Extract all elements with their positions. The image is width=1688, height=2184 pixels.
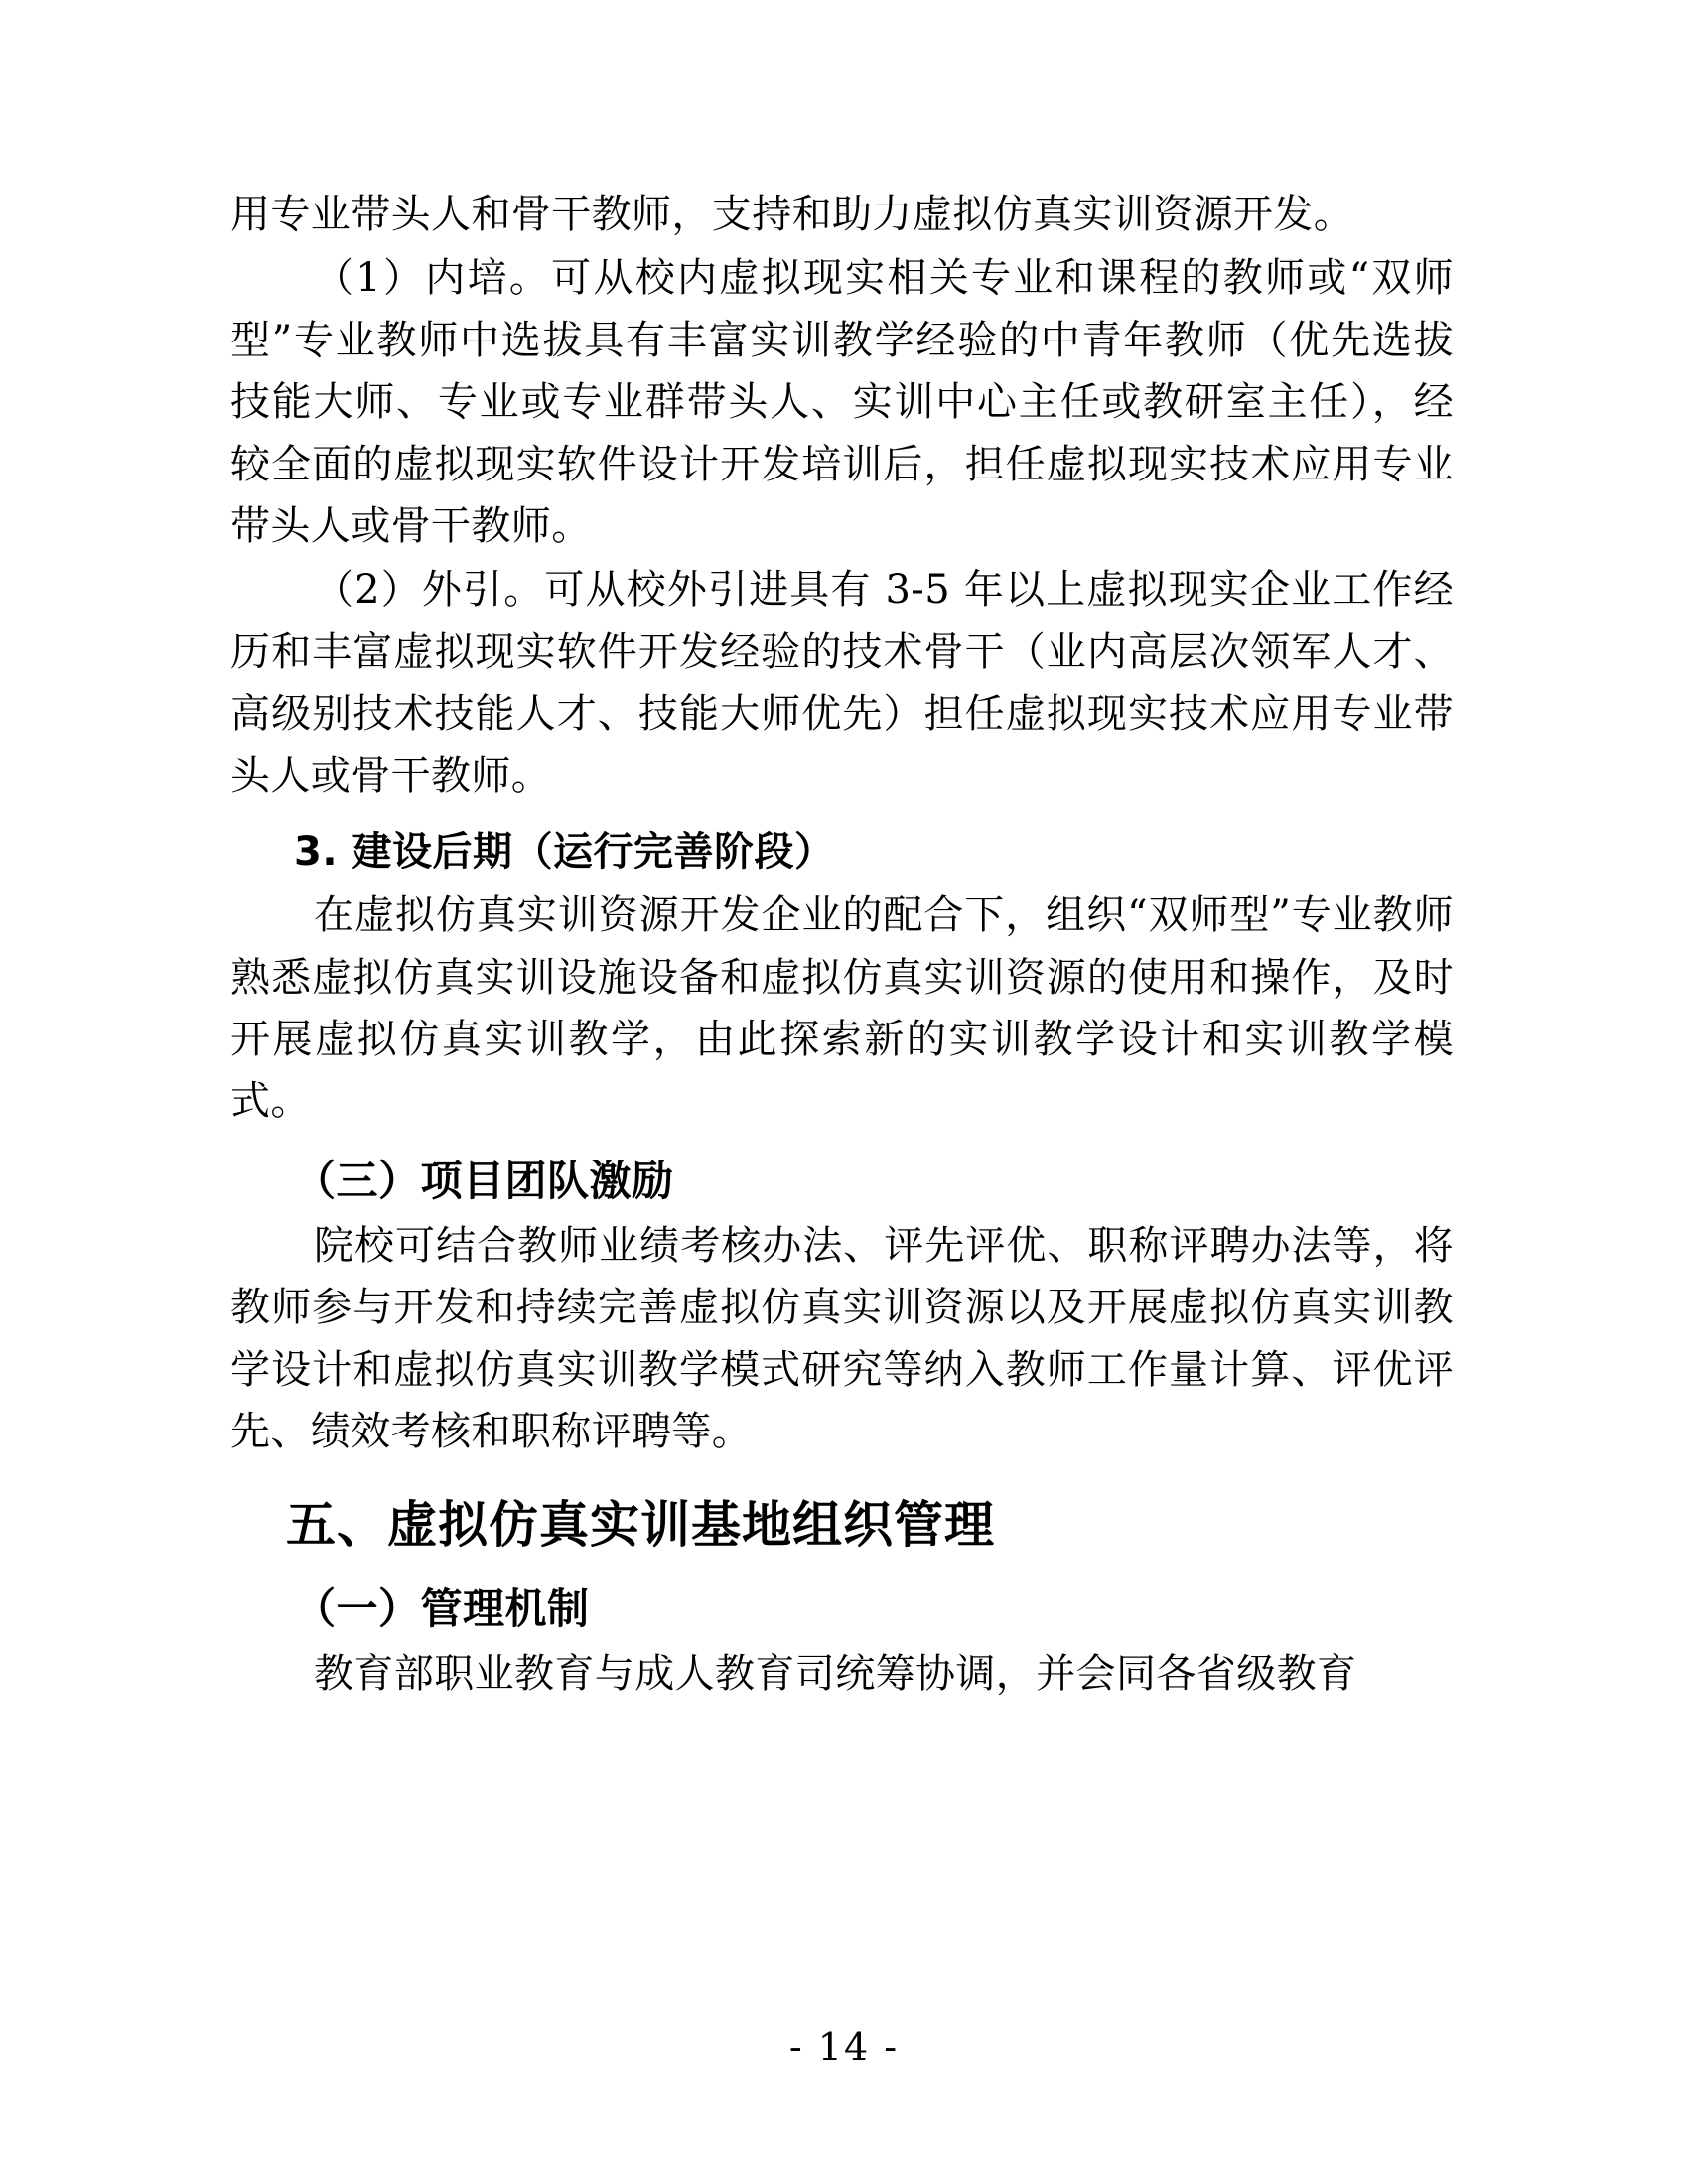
paragraph: 在虚拟仿真实训资源开发企业的配合下，组织“双师型”专业教师熟悉虚拟仿真实训设施设备和虚拟仿真实训资源的使用和操作，及时开展虚拟仿真实训教学，由此探索新的实训教学设计和实训教学模式。 xyxy=(230,892,1454,1125)
section-heading-one: （一）管理机制 xyxy=(294,1584,590,1634)
paragraph: （2）外引。可从校外引进具有 3-5 年以上虚拟现实企业工作经历和丰富虚拟现实软件开发经验的技术骨干（业内高层次领军人才、高级别技术技能人才、技能大师优先）担任虚拟现实技术应用专业带头人或骨干教师。 xyxy=(230,567,1454,799)
section-heading-3: 3. 建设后期（运行完善阶段） xyxy=(294,828,835,875)
paragraph: 院校可结合教师业绩考核办法、评先评优、职称评聘办法等，将教师参与开发和持续完善虚拟仿真实训资源以及开展虚拟仿真实训教学设计和虚拟仿真实训教学模式研究等纳入教师工作量计算、评优评先、绩效考核和职称评聘等。 xyxy=(230,1222,1454,1455)
section-heading-five: 五、虚拟仿真实训基地组织管理 xyxy=(286,1495,995,1554)
paragraph: 教育部职业教育与成人教育司统筹协调，并会同各省级教育 xyxy=(314,1651,1357,1698)
page-number: - 14 - xyxy=(788,2025,900,2069)
paragraph: （1）内培。可从校内虚拟现实相关专业和课程的教师或“双师型”专业教师中选拔具有丰富实训教学经验的中青年教师（优先选拔技能大师、专业或专业群带头人、实训中心主任或教研室主任），经较全面的虚拟现实软件设计开发培训后，担任虚拟现实技术应用专业带头人或骨干教师。 xyxy=(230,255,1454,549)
section-heading-three: （三）项目团队激励 xyxy=(294,1156,674,1205)
document-body xyxy=(230,184,1454,1707)
paragraph: 用专业带头人和骨干教师，支持和助力虚拟仿真实训资源开发。 xyxy=(230,192,1354,237)
